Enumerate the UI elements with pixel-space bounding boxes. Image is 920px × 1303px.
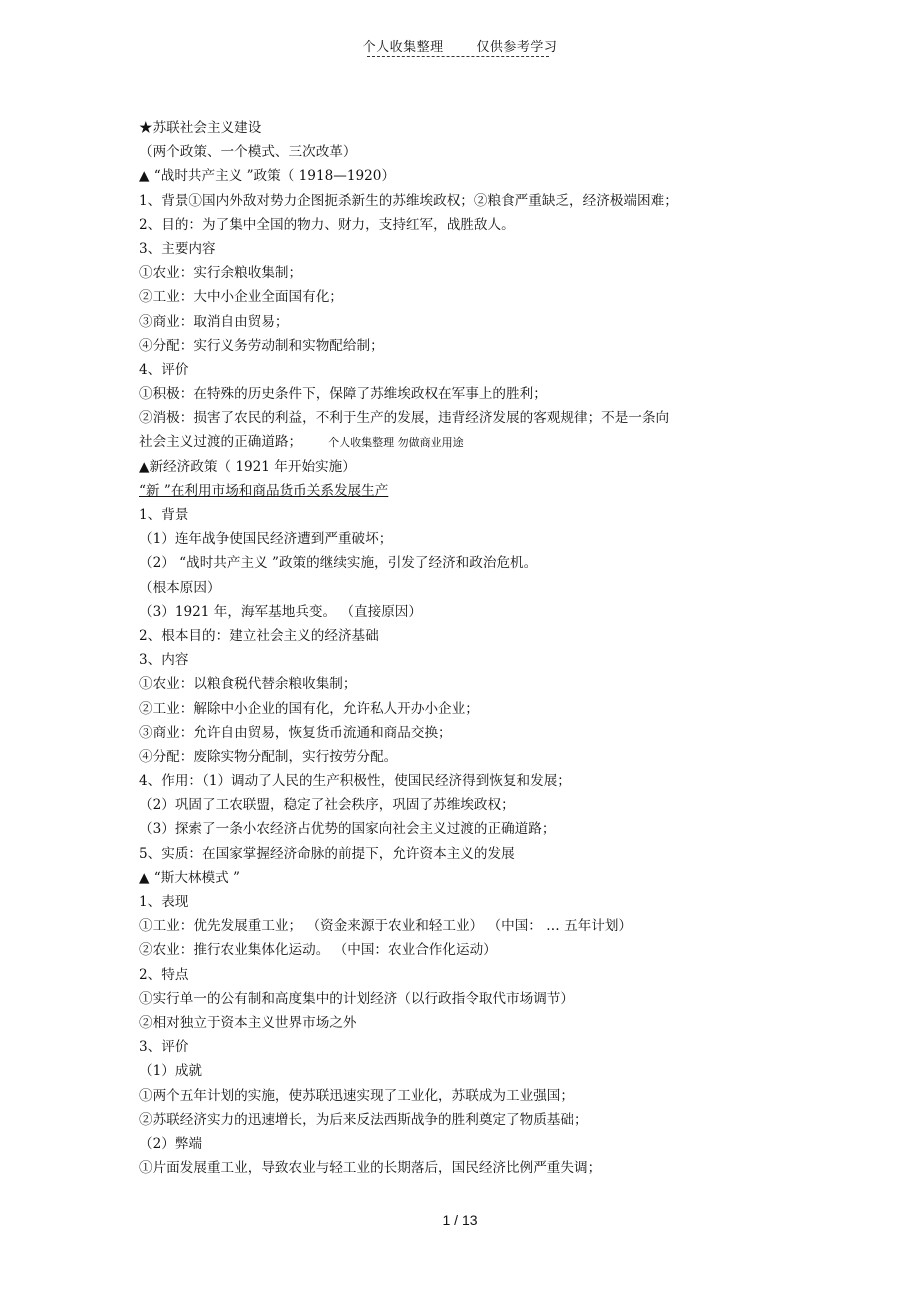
page-number: 1 / 13 [442,1212,478,1228]
text-line: 5、实质：在国家掌握经济命脉的前提下，允许资本主义的发展 [139,845,515,862]
text-line: （1）连年战争使国民经济遭到严重破坏； [139,531,393,548]
text-line: 1、表现 [139,894,189,910]
header-right-text: 仅供参考学习 [476,40,558,55]
text-line: 2、特点 [139,966,189,983]
header-dashed-rule [367,56,549,57]
text-line: （3）1921 年，海军基地兵变。 （直接原因） [139,603,422,620]
text-line: ④分配：废除实物分配制，实行按劳分配。 [139,748,398,765]
text-line: ②苏联经济实力的迅速增长，为后来反法西斯战争的胜利奠定了物质基础； [139,1111,588,1128]
text-line: 2、根本目的：建立社会主义的经济基础 [139,627,379,644]
text-line: ②工业：大中小企业全面国有化； [139,289,343,306]
text-line: ④分配：实行义务劳动制和实物配给制； [139,337,384,354]
underlined-text: “新 ”在利用市场和商品货币关系发展生产 [139,482,389,499]
text-line: ③商业：允许自由贸易，恢复货币流通和商品交换； [139,724,452,741]
text-line: 1、背景①国内外敌对势力企图扼杀新生的苏维埃政权；②粮食严重缺乏，经济极端困难； [139,192,678,209]
text-line: ①农业：以粮食税代替余粮收集制； [139,676,357,693]
text-line: 4、作用：（1）调动了人民的生产积极性，使国民经济得到恢复和发展； [139,773,571,790]
text-line-with-note [139,430,719,454]
text-line: ②工业：解除中小企业的国有化，允许私人开办小企业； [139,700,479,717]
text-line: 4、评价 [139,361,189,378]
nep-summary [139,479,719,503]
section-subtitle: （两个政策、一个模式、三次改革） [139,144,357,161]
text-line: ①片面发展重工业，导致农业与轻工业的长期落后，国民经济比例严重失调； [139,1160,602,1177]
heading-nep: ▲新经济政策（ 1921 年开始实施） [139,458,356,475]
text-line: ②相对独立于资本主义世界市场之外 [139,1014,357,1031]
text-line: 1、背景 [139,507,189,523]
text-line: （3）探索了一条小农经济占优势的国家向社会主义过渡的正确道路； [139,821,556,838]
document-body [139,116,719,1180]
text-line: （2） “战时共产主义 ”政策的继续实施，引发了经济和政治危机。 [139,555,538,572]
text-line: ②农业：推行农业集体化运动。 （中国：农业合作化运动） [139,942,497,959]
section-title: ★苏联社会主义建设 [139,120,262,136]
heading-war-communism: ▲ “战时共产主义 ”政策（ 1918—1920） [139,168,396,185]
heading-stalin-model: ▲ “斯大林模式 ” [139,869,240,886]
text-line: （根本原因） [139,579,221,596]
text-line: ①积极：在特殊的历史条件下，保障了苏维埃政权在军事上的胜利； [139,386,547,403]
text-line: 3、评价 [139,1039,189,1056]
header-left-text: 个人收集整理 [362,40,444,55]
text-line: 3、主要内容 [139,240,216,257]
text-line: ③商业：取消自由贸易； [139,313,289,330]
text-line: ①工业：优先发展重工业； （资金来源于农业和轻工业） （中国： … 五年计划） [139,918,633,935]
text-line: （2）巩固了工农联盟，稳定了社会秩序，巩固了苏维埃政权； [139,797,515,814]
text-line: ②消极：损害了农民的利益，不利于生产的发展，违背经济发展的客观规律；不是一条向 [139,410,670,427]
page-header [0,36,920,55]
text-line: （2）弊端 [139,1135,203,1152]
text-line: 2、目的：为了集中全国的物力、财力，支持红军，战胜敌人。 [139,216,515,233]
text-span: 社会主义过渡的正确道路； [139,434,303,451]
text-line: ①实行单一的公有制和高度集中的计划经济（以行政指令取代市场调节） [139,990,574,1007]
text-line: 3、内容 [139,652,189,669]
text-line: ①农业：实行余粮收集制； [139,265,303,282]
inline-note: 个人收集整理 勿做商业用途 [328,436,464,450]
text-line: ①两个五年计划的实施，使苏联迅速实现了工业化，苏联成为工业强国； [139,1087,574,1104]
text-line: （1）成就 [139,1063,203,1080]
